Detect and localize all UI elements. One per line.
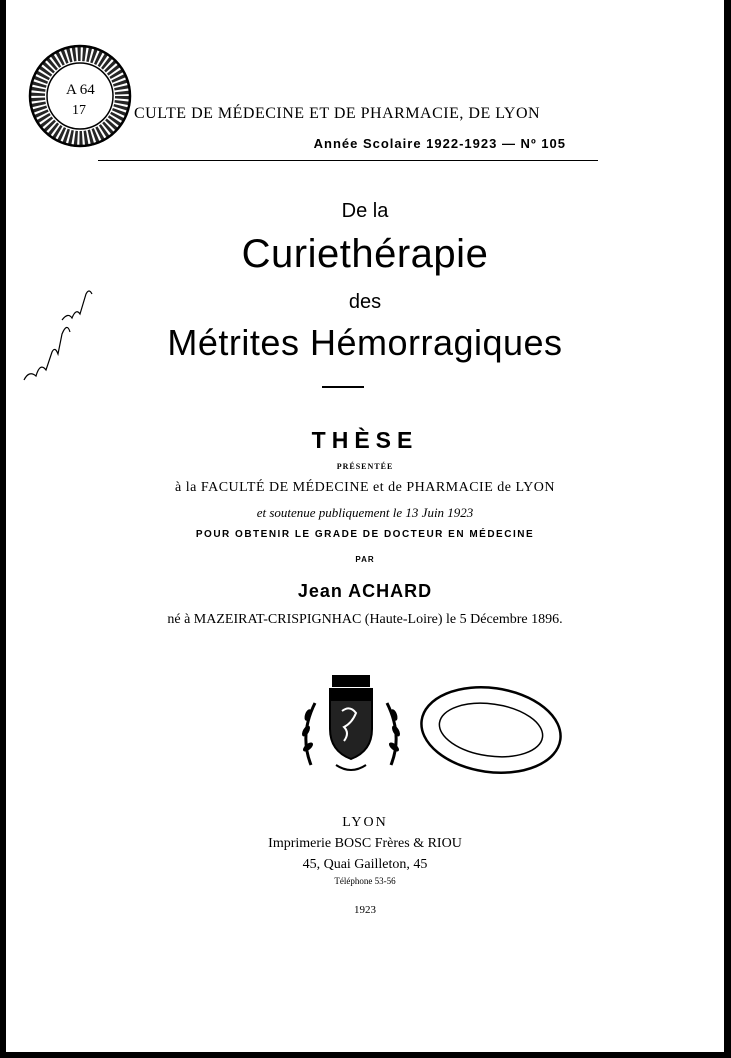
title-separator (322, 386, 364, 388)
scan-border (724, 0, 731, 1058)
stamp-shelf-2: 17 (72, 103, 86, 118)
lyon-crest (296, 665, 406, 775)
header-rule (98, 160, 598, 161)
academic-year: Année Scolaire 1922-1923 — Nº 105 (313, 136, 566, 151)
stamp-shelf-1: A 64 (66, 82, 95, 98)
imprint-city: LYON (342, 815, 388, 830)
faculty-header: CULTE DE MÉDECINE ET DE PHARMACIE, DE LYON (134, 105, 541, 122)
imprint-printer: Imprimerie BOSC Frères & RIOU (268, 836, 462, 851)
imprint-year: 1923 (354, 904, 376, 916)
presentee-label: PRÉSENTÉE (336, 462, 394, 471)
library-stamp-right (416, 682, 566, 778)
faculty-line: à la FACULTÉ DE MÉDECINE et de PHARMACIE de LYON (175, 480, 555, 495)
degree-line: POUR OBTENIR LE GRADE DE DOCTEUR EN MÉDECINE (195, 529, 535, 540)
library-stamp-left (26, 42, 134, 150)
title-main: Curiethérapie (241, 232, 489, 276)
par-label: PAR (355, 555, 375, 564)
imprint-address: 45, Quai Gailleton, 45 (302, 857, 428, 872)
document-page (6, 0, 724, 1052)
title-des: des (348, 291, 382, 313)
title-sub: Métrites Hémorragiques (167, 322, 563, 363)
title-de-la: De la (341, 200, 389, 222)
defense-date: et soutenue publiquement le 13 Juin 1923 (256, 505, 474, 520)
author-birth: né à MAZEIRAT-CRISPIGNHAC (Haute-Loire) le 5 Décembre 1896. (167, 612, 563, 627)
imprint-telephone: Téléphone 53-56 (334, 876, 396, 886)
these-heading: THÈSE (311, 427, 419, 453)
author-name: Jean ACHARD (297, 581, 433, 601)
